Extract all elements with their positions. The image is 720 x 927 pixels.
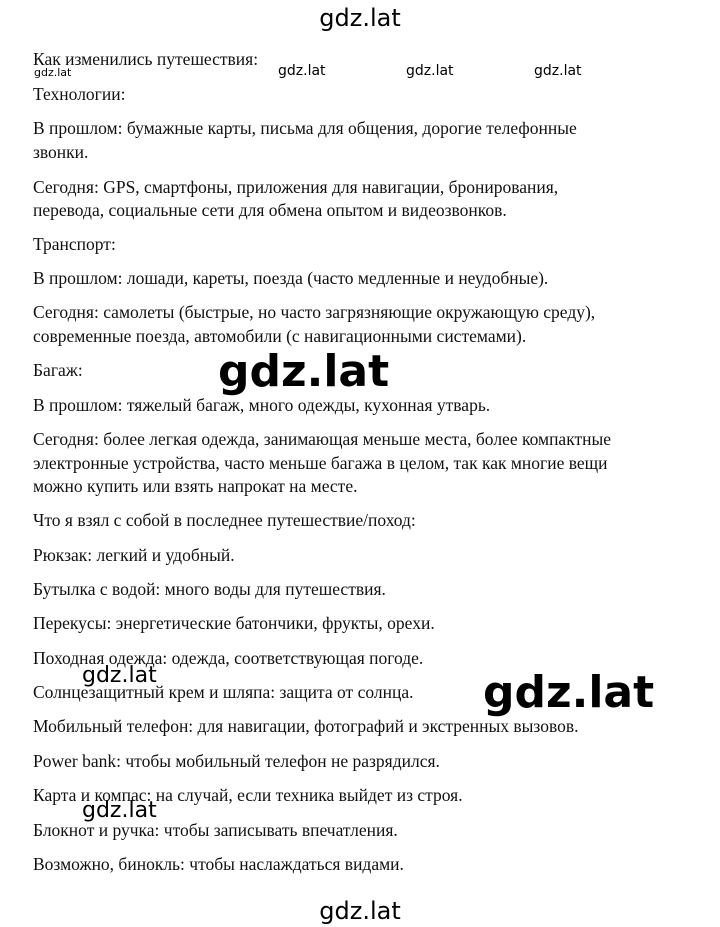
list-item: Перекусы: энергетические батончики, фрукты, орехи. — [33, 613, 435, 633]
paragraph-line: В прошлом: лошади, кареты, поезда (часто медленные и неудобные). — [33, 268, 549, 288]
paragraph-line: можно купить или взять напрокат на месте. — [33, 476, 358, 496]
list-item: Мобильный телефон: для навигации, фотографий и экстренных вызовов. — [33, 716, 579, 736]
list-item: Возможно, бинокль: чтобы наслаждаться видами. — [33, 854, 404, 874]
paragraph-line: электронные устройства, часто меньше багажа в целом, так как многие вещи — [33, 453, 608, 473]
paragraph-line: современные поезда, автомобили (с навигационными системами). — [33, 326, 527, 346]
watermark-medium: gdz.lat — [82, 798, 157, 823]
paragraph-line: В прошлом: бумажные карты, письма для общения, дорогие телефонные — [33, 118, 577, 138]
watermark-small: gdz.lat — [406, 63, 454, 79]
subheading-technology: Технологии: — [33, 84, 126, 104]
list-item: Карта и компас: на случай, если техника выйдет из строя. — [33, 785, 463, 805]
watermark-small: gdz.lat — [34, 66, 72, 79]
watermark-large: gdz.lat — [218, 346, 390, 397]
watermark-medium: gdz.lat — [82, 663, 157, 688]
paragraph-line: В прошлом: тяжелый багаж, много одежды, кухонная утварь. — [33, 395, 491, 415]
paragraph-line: Сегодня: более легкая одежда, занимающая меньше места, более компактные — [33, 429, 612, 449]
paragraph-line: Сегодня: самолеты (быстрые, но часто загрязняющие окружающую среду), — [33, 302, 596, 322]
section-heading-packing: Что я взял с собой в последнее путешествие/поход: — [33, 510, 416, 530]
section-heading-travel-changes: Как изменились путешествия: — [33, 49, 259, 69]
list-item: Рюкзак: легкий и удобный. — [33, 545, 235, 565]
watermark-top: gdz.lat — [319, 4, 401, 32]
list-item: Бутылка с водой: много воды для путешествия. — [33, 579, 386, 599]
paragraph-line: Сегодня: GPS, смартфоны, приложения для навигации, бронирования, — [33, 177, 559, 197]
paragraph-line: перевода, социальные сети для обмена опытом и видеозвонков. — [33, 200, 507, 220]
list-item: Солнцезащитный крем и шляпа: защита от солнца. — [33, 682, 414, 702]
subheading-luggage: Багаж: — [33, 360, 83, 380]
watermark-small: gdz.lat — [278, 63, 326, 79]
watermark-large: gdz.lat — [483, 667, 655, 718]
list-item: Power bank: чтобы мобильный телефон не разрядился. — [33, 751, 440, 771]
list-item: Походная одежда: одежда, соответствующая погоде. — [33, 648, 424, 668]
subheading-transport: Транспорт: — [33, 234, 116, 254]
paragraph-line: звонки. — [33, 142, 89, 162]
list-item: Блокнот и ручка: чтобы записывать впечатления. — [33, 820, 398, 840]
watermark-small: gdz.lat — [534, 63, 582, 79]
watermark-bottom: gdz.lat — [319, 897, 401, 925]
